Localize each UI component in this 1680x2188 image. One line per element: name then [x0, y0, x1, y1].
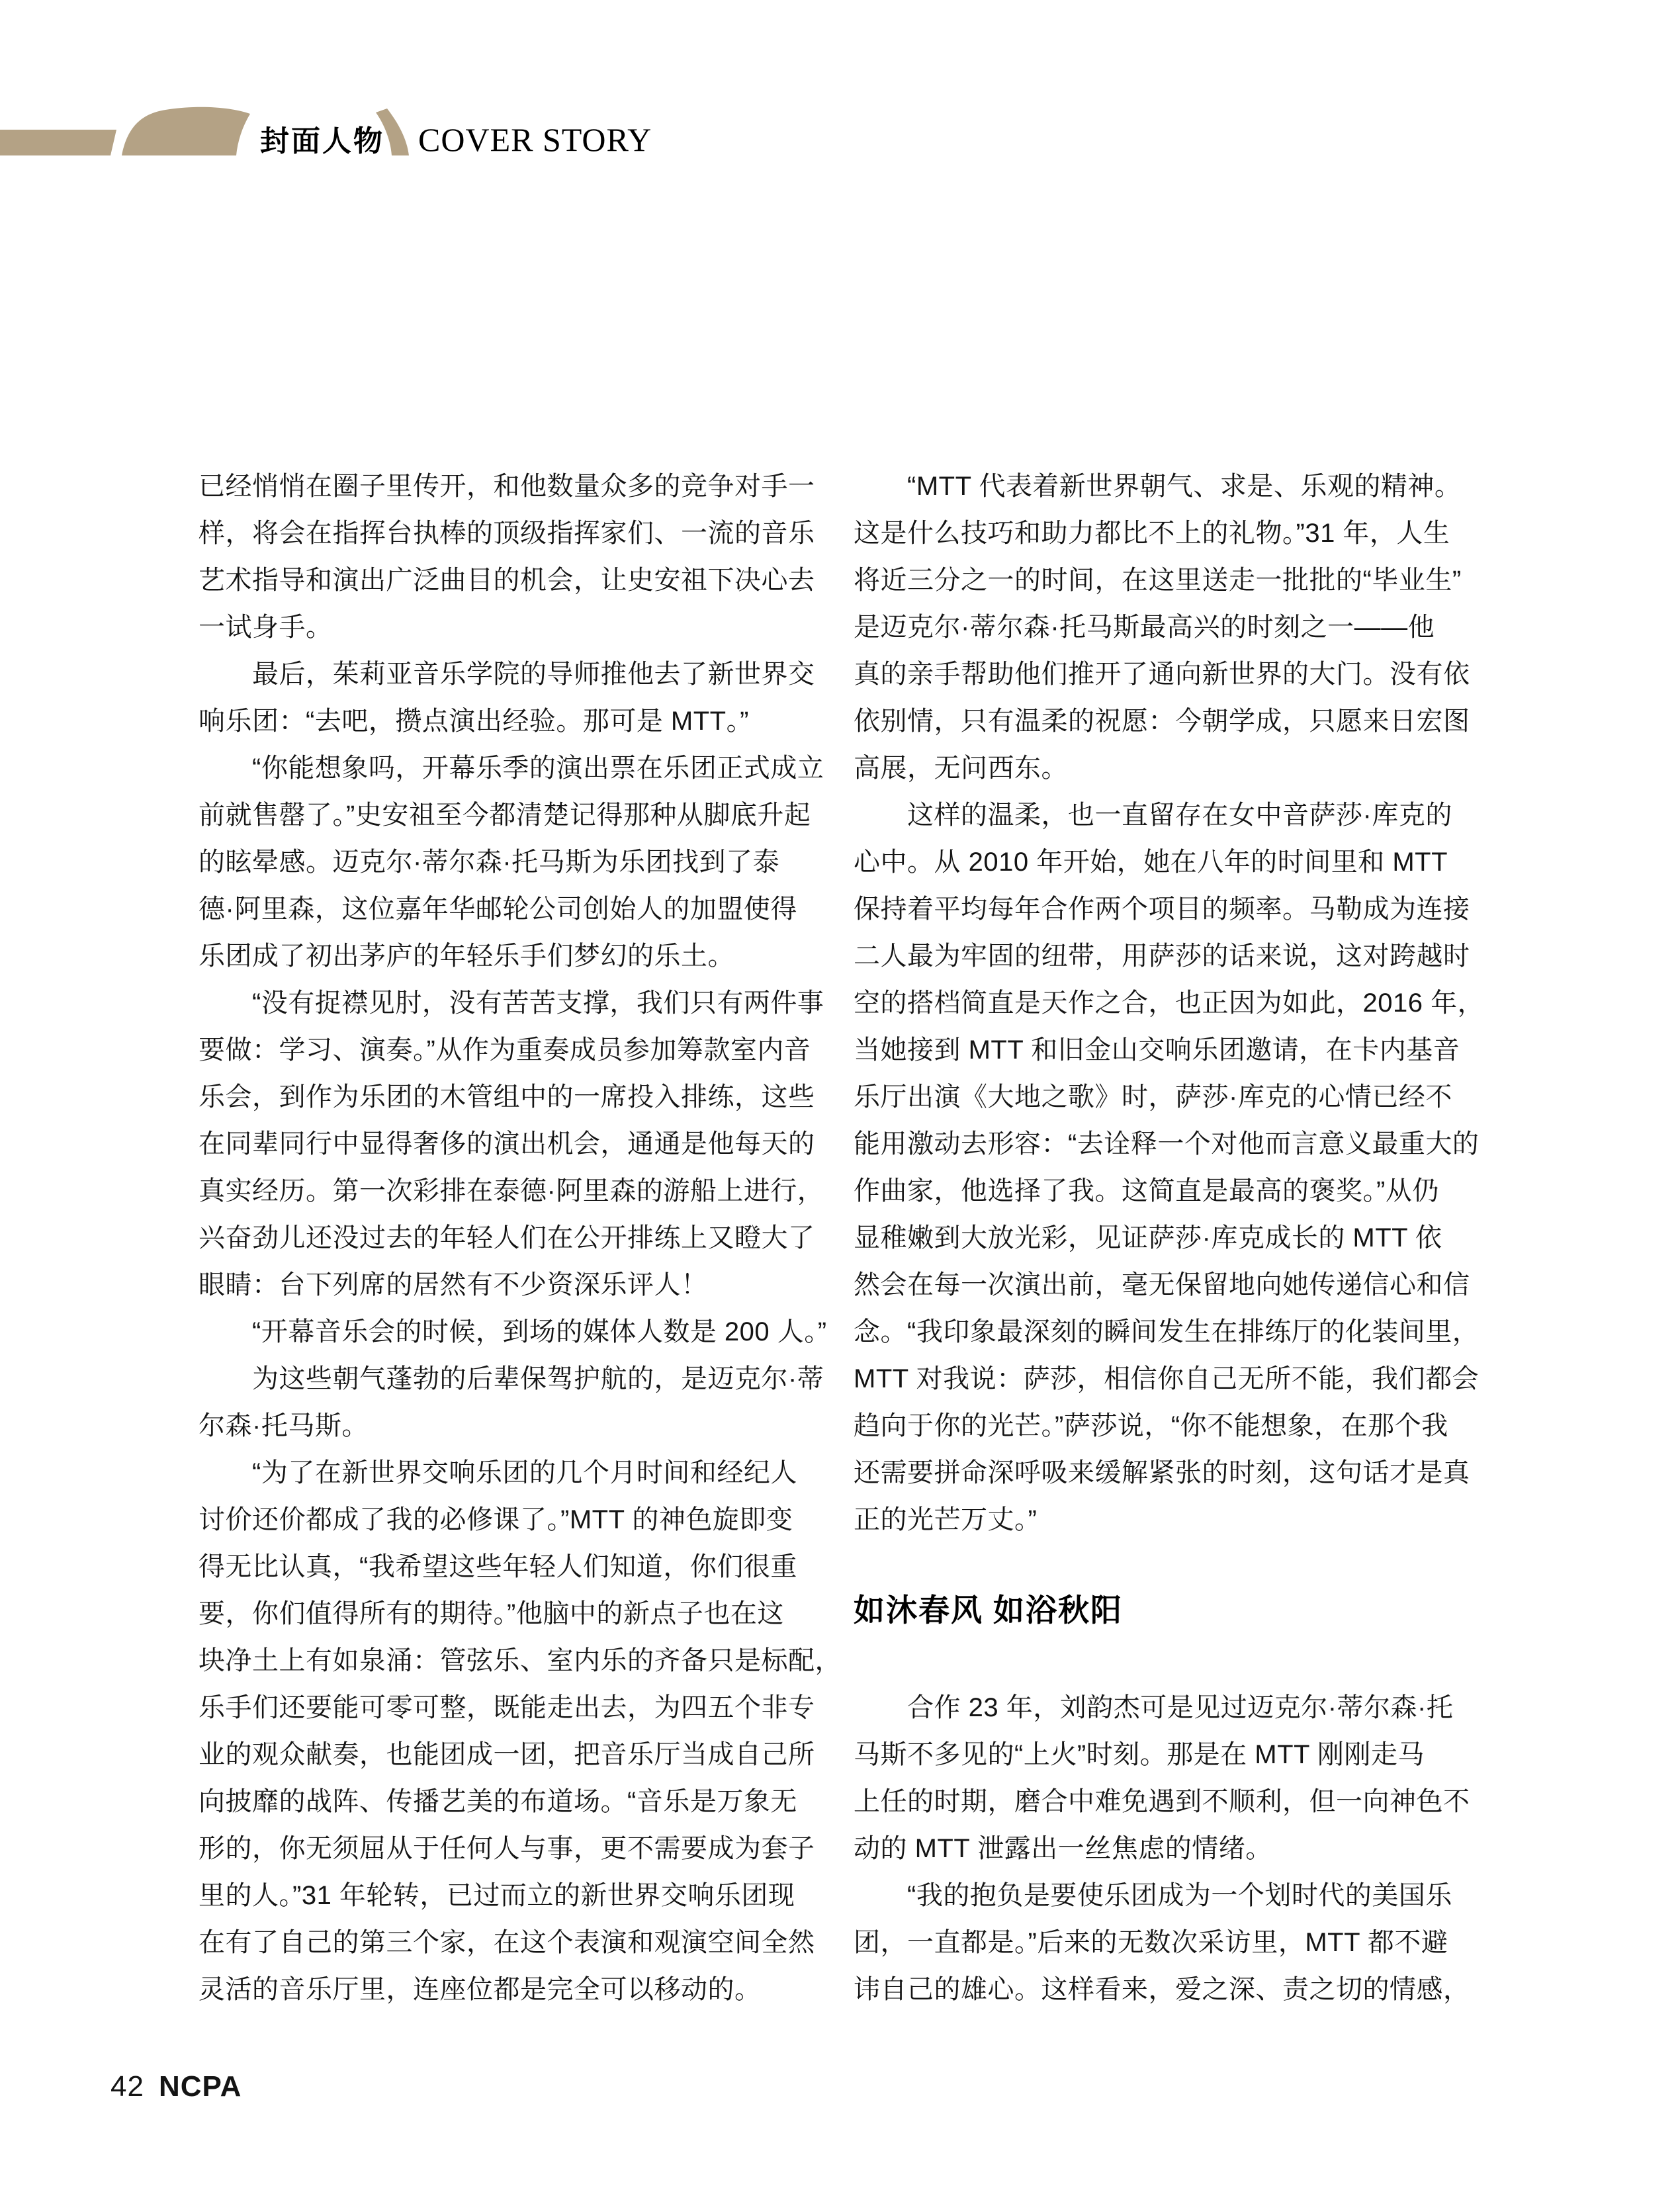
- text-line: 最后，茱莉亚音乐学院的导师推他去了新世界交: [199, 660, 815, 689]
- text-line: 要，你们值得所有的期待。”他脑中的新点子也在这: [199, 1599, 784, 1628]
- text-line: 还需要拼命深呼吸来缓解紧张的时刻，这句话才是真: [854, 1458, 1470, 1487]
- text-line: 前就售罄了。”史安祖至今都清楚记得那种从脚底升起: [199, 801, 811, 830]
- text-line: 团，一直都是。”后来的无数次采访里，MTT 都不避: [854, 1928, 1448, 1957]
- text-line: 马斯不多见的“上火”时刻。那是在 MTT 刚刚走马: [854, 1740, 1425, 1769]
- text-line: 乐会，到作为乐团的木管组中的一席投入排练，这些: [199, 1082, 815, 1112]
- text-line: 将近三分之一的时间，在这里送走一批批的“毕业生”: [854, 566, 1462, 595]
- article-right-column-lower: [854, 1685, 1482, 2013]
- text-line: 响乐团：“去吧，攒点演出经验。那可是 MTT。”: [199, 707, 749, 736]
- text-line: “开幕音乐会的时候，到场的媒体人数是 200 人。”: [199, 1317, 827, 1346]
- text-line: 兴奋劲儿还没过去的年轻人们在公开排练上又瞪大了: [199, 1223, 815, 1252]
- text-line: 灵活的音乐厅里，连座位都是完全可以移动的。: [199, 1975, 762, 2004]
- text-line: 是迈克尔·蒂尔森·托马斯最高兴的时刻之一——他: [854, 613, 1435, 642]
- text-line: 乐厅出演《大地之歌》时，萨莎·库克的心情已经不: [854, 1082, 1452, 1112]
- text-line: 块净土上有如泉涌：管弦乐、室内乐的齐备只是标配，: [199, 1646, 842, 1675]
- article-left-column: [199, 463, 842, 2013]
- text-line: 乐手们还要能可零可整，既能走出去，为四五个非专: [199, 1693, 815, 1722]
- text-line: 乐团成了初出茅庐的年轻乐手们梦幻的乐土。: [199, 941, 734, 971]
- text-line: 保持着平均每年合作两个项目的频率。马勒成为连接: [854, 895, 1470, 924]
- text-line: 然会在每一次演出前，毫无保留地向她传递信心和信: [854, 1270, 1470, 1299]
- text-line: 这样的温柔，也一直留存在女中音萨莎·库克的: [854, 801, 1452, 830]
- text-line: “你能想象吗，开幕乐季的演出票在乐团正式成立: [199, 754, 824, 783]
- header-bar-shape: [0, 130, 116, 155]
- text-line: 正的光芒万丈。”: [854, 1505, 1038, 1534]
- text-line: 上任的时期，磨合中难免遇到不顺利，但一向神色不: [854, 1787, 1470, 1816]
- text-line: 的眩晕感。迈克尔·蒂尔森·托马斯为乐团找到了泰: [199, 848, 780, 877]
- text-line: “MTT 代表着新世界朝气、求是、乐观的精神。: [854, 472, 1462, 501]
- text-line: 里的人。”31 年轮转，已过而立的新世界交响乐团现: [199, 1881, 795, 1910]
- text-line: 能用激动去形容：“去诠释一个对他而言意义最重大的: [854, 1129, 1480, 1159]
- text-line: 显稚嫩到大放光彩，见证萨莎·库克成长的 MTT 依: [854, 1223, 1442, 1252]
- text-line: 在同辈同行中显得奢侈的演出机会，通通是他每天的: [199, 1129, 815, 1159]
- text-line: 艺术指导和演出广泛曲目的机会，让史安祖下决心去: [199, 566, 815, 595]
- text-line: 形的，你无须屈从于任何人与事，更不需要成为套子: [199, 1834, 815, 1863]
- text-line: “为了在新世界交响乐团的几个月时间和经纪人: [199, 1458, 797, 1487]
- text-line: 这是什么技巧和助力都比不上的礼物。”31 年，人生: [854, 519, 1450, 548]
- text-line: 在有了自己的第三个家，在这个表演和观演空间全然: [199, 1928, 815, 1957]
- text-line: MTT 对我说：萨莎，相信你自己无所不能，我们都会: [854, 1364, 1480, 1393]
- text-line: 真实经历。第一次彩排在泰德·阿里森的游船上进行，: [199, 1176, 824, 1205]
- text-line: 动的 MTT 泄露出一丝焦虑的情绪。: [854, 1834, 1272, 1863]
- text-line: 讨价还价都成了我的必修课了。”MTT 的神色旋即变: [199, 1505, 793, 1534]
- journal-name: NCPA: [158, 2070, 242, 2103]
- section-title-chinese: 封面人物: [260, 125, 384, 157]
- text-line: “没有捉襟见肘，没有苦苦支撑，我们只有两件事: [199, 988, 824, 1018]
- text-line: 眼睛：台下列席的居然有不少资深乐评人！: [199, 1270, 708, 1299]
- text-line: 空的搭档简直是天作之合，也正因为如此，2016 年，: [854, 988, 1485, 1018]
- text-line: 得无比认真，“我希望这些年轻人们知道，你们很重: [199, 1552, 797, 1581]
- text-line: 一试身手。: [199, 613, 333, 642]
- text-line: 作曲家，他选择了我。这简直是最高的褒奖。”从仍: [854, 1176, 1439, 1205]
- text-line: 讳自己的雄心。这样看来，爱之深、责之切的情感，: [854, 1975, 1470, 2004]
- article-right-column-upper: [854, 463, 1485, 1544]
- text-line: 业的观众献奏，也能团成一团，把音乐厅当成自己所: [199, 1740, 815, 1769]
- text-line: 已经悄悄在圈子里传开，和他数量众多的竞争对手一: [199, 472, 815, 501]
- text-line: 向披靡的战阵、传播艺美的布道场。“音乐是万象无: [199, 1787, 797, 1816]
- text-line: 依别情，只有温柔的祝愿：今朝学成，只愿来日宏图: [854, 707, 1470, 736]
- text-line: 真的亲手帮助他们推开了通向新世界的大门。没有依: [854, 660, 1470, 689]
- section-title-english: COVER STORY: [418, 121, 652, 158]
- page-number: 42: [111, 2070, 144, 2103]
- text-line: 为这些朝气蓬勃的后辈保驾护航的，是迈克尔·蒂: [199, 1364, 824, 1393]
- text-line: 样，将会在指挥台执棒的顶级指挥家们、一流的音乐: [199, 519, 815, 548]
- text-line: 心中。从 2010 年开始，她在八年的时间里和 MTT: [854, 848, 1448, 877]
- page-footer: [111, 2072, 242, 2101]
- text-line: 合作 23 年，刘韵杰可是见过迈克尔·蒂尔森·托: [854, 1693, 1454, 1722]
- text-line: 趋向于你的光芒。”萨莎说，“你不能想象，在那个我: [854, 1411, 1448, 1440]
- text-line: 高展，无问西东。: [854, 754, 1068, 783]
- header-fin-shape: [122, 107, 250, 155]
- text-line: 念。“我印象最深刻的瞬间发生在排练厅的化装间里，: [854, 1317, 1480, 1346]
- text-line: 二人最为牢固的纽带，用萨莎的话来说，这对跨越时: [854, 941, 1470, 971]
- text-line: 尔森·托马斯。: [199, 1411, 369, 1440]
- text-line: 要做：学习、演奏。”从作为重奏成员参加筹款室内音: [199, 1035, 811, 1065]
- text-line: 德·阿里森，这位嘉年华邮轮公司创始人的加盟使得: [199, 895, 797, 924]
- text-line: “我的抱负是要使乐团成为一个划时代的美国乐: [854, 1881, 1452, 1910]
- section-heading: 如沐春风 如浴秋阳: [854, 1593, 1124, 1628]
- text-line: 当她接到 MTT 和旧金山交响乐团邀请，在卡内基音: [854, 1035, 1460, 1065]
